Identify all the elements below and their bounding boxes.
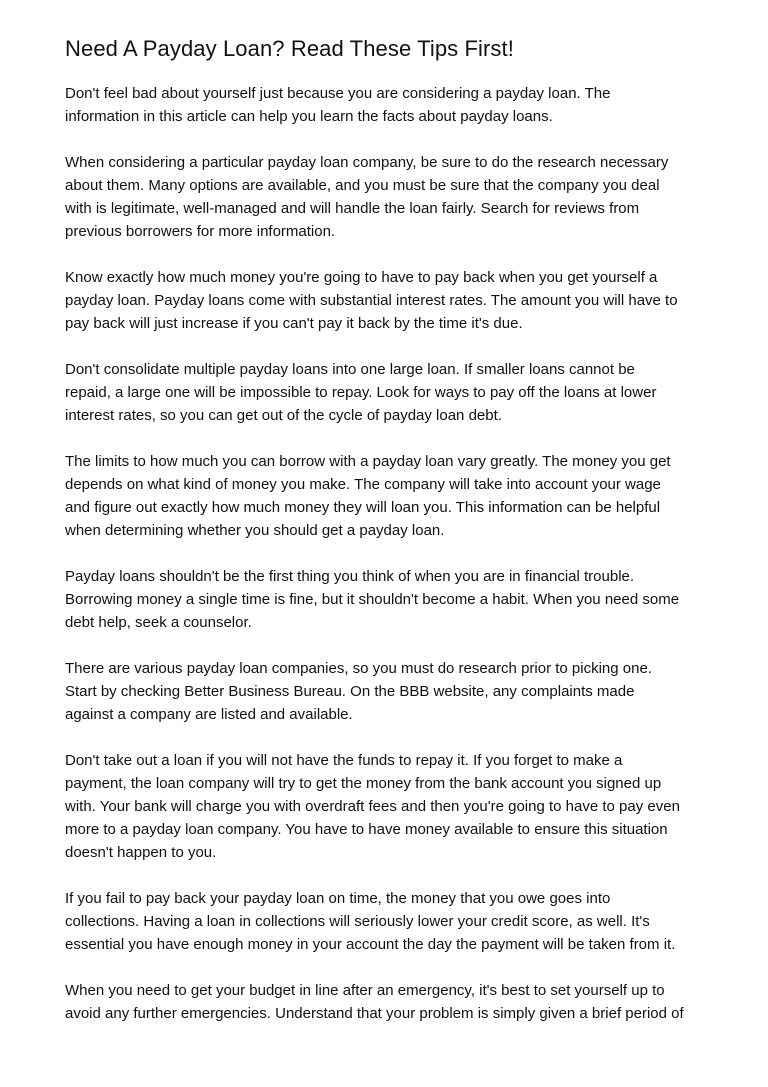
paragraph-line: and figure out exactly how much money they will loan you. This information can be helpful	[65, 499, 661, 516]
paragraph-line: Payday loans shouldn't be the first thing you think of when you are in financial trouble.	[65, 568, 635, 585]
paragraph-2	[65, 151, 725, 243]
paragraph-line: repaid, a large one will be impossible to repay. Look for ways to pay off the loans at lower	[65, 384, 657, 401]
paragraph-line: about them. Many options are available, and you must be sure that the company you deal	[65, 177, 660, 194]
paragraph-9	[65, 887, 725, 956]
paragraph-line: with is legitimate, well-managed and will handle the loan fairly. Search for reviews from	[65, 200, 640, 217]
paragraph-line: payment, the loan company will try to get the money from the bank account you signed up	[65, 775, 662, 792]
paragraph-line: more to a payday loan company. You have to have money available to ensure this situation	[65, 821, 668, 838]
paragraph-line: debt help, seek a counselor.	[65, 614, 252, 631]
paragraph-line: Don't take out a loan if you will not have the funds to repay it. If you forget to make a	[65, 752, 623, 769]
paragraph-10	[65, 979, 725, 1025]
paragraph-line: The limits to how much you can borrow with a payday loan vary greatly. The money you get	[65, 453, 671, 470]
paragraph-line: payday loan. Payday loans come with substantial interest rates. The amount you will have to	[65, 292, 678, 309]
paragraph-line: information in this article can help you learn the facts about payday loans.	[65, 108, 553, 125]
paragraph-line: When you need to get your budget in line after an emergency, it's best to set yourself up to	[65, 982, 665, 999]
paragraph-line: with. Your bank will charge you with overdraft fees and then you're going to have to pay even	[65, 798, 680, 815]
paragraph-line: depends on what kind of money you make. The company will take into account your wage	[65, 476, 661, 493]
paragraph-line: Borrowing money a single time is fine, but it shouldn't become a habit. When you need some	[65, 591, 680, 608]
paragraph-line: pay back will just increase if you can't pay it back by the time it's due.	[65, 315, 523, 332]
paragraph-line: When considering a particular payday loan company, be sure to do the research necessary	[65, 154, 669, 171]
paragraph-line: previous borrowers for more information.	[65, 223, 336, 240]
paragraph-1	[65, 82, 725, 128]
paragraph-line: collections. Having a loan in collections will seriously lower your credit score, as well. It's	[65, 913, 650, 930]
paragraph-line: against a company are listed and available.	[65, 706, 353, 723]
paragraph-line: Don't feel bad about yourself just because you are considering a payday loan. The	[65, 85, 611, 102]
paragraph-8	[65, 749, 725, 864]
paragraph-3	[65, 266, 725, 335]
paragraph-line: If you fail to pay back your payday loan on time, the money that you owe goes into	[65, 890, 611, 907]
paragraph-5	[65, 450, 725, 542]
paragraph-line: doesn't happen to you.	[65, 844, 217, 861]
paragraph-7	[65, 657, 725, 726]
paragraph-4	[65, 358, 725, 427]
paragraph-line: essential you have enough money in your account the day the payment will be taken from it.	[65, 936, 676, 953]
paragraph-line: interest rates, so you can get out of the cycle of payday loan debt.	[65, 407, 502, 424]
paragraph-line: Know exactly how much money you're going to have to pay back when you get yourself a	[65, 269, 658, 286]
paragraph-6	[65, 565, 725, 634]
paragraph-line: There are various payday loan companies, so you must do research prior to picking one.	[65, 660, 652, 677]
document-page	[65, 34, 725, 1048]
paragraph-line: avoid any further emergencies. Understand that your problem is simply given a brief period of	[65, 1005, 684, 1022]
paragraph-line: Start by checking Better Business Bureau. On the BBB website, any complaints made	[65, 683, 635, 700]
paragraph-line: when determining whether you should get a payday loan.	[65, 522, 445, 539]
paragraph-line: Don't consolidate multiple payday loans into one large loan. If smaller loans cannot be	[65, 361, 635, 378]
document-title: Need A Payday Loan? Read These Tips First!	[65, 36, 514, 61]
